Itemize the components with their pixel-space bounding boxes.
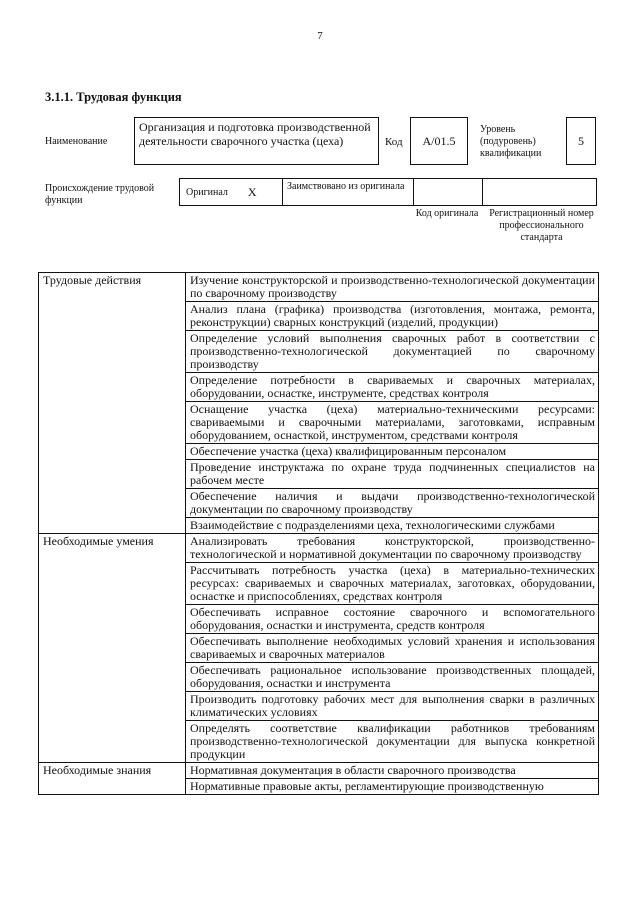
table-row xyxy=(39,763,599,779)
function-name-box: Организация и подготовка производственной деятельности сварочного участка (цеха) xyxy=(134,117,379,165)
function-code-box: А/01.5 xyxy=(410,117,468,165)
table-row xyxy=(39,273,599,302)
requirement-item: Обеспечивать рациональное использование производственных площадей, оборудования, оснастки и инструмента xyxy=(186,663,599,692)
requirement-item: Определять соответствие квалификации работников требованиям производственно-технологической документации для выпуска конкретной продукции xyxy=(186,721,599,763)
origin-reg-cell xyxy=(482,178,597,206)
requirement-item: Проведение инструктажа по охране труда подчиненных специалистов на рабочем месте xyxy=(186,460,599,489)
requirement-item: Обеспечивать исправное состояние сварочного и вспомогательного оборудования, оснастки и инструмента, средств контроля xyxy=(186,605,599,634)
requirement-item: Определение условий выполнения сварочных работ в соответствии с производственно-технологической документацией по сварочному производству xyxy=(186,331,599,373)
requirement-item: Нормативная документация в области сварочного производства xyxy=(186,763,599,779)
section-title: 3.1.1. Трудовая функция xyxy=(45,90,182,104)
section-header: Необходимые знания xyxy=(39,763,186,795)
section-header: Необходимые умения xyxy=(39,534,186,763)
original-mark: X xyxy=(247,184,257,199)
requirement-item: Анализ плана (графика) производства (изготовления, монтажа, ремонта, реконструкции) сварных конструкций (изделий, продукции) xyxy=(186,302,599,331)
code-label: Код xyxy=(385,136,403,148)
origin-code-cell xyxy=(413,178,483,206)
origin-original-cell xyxy=(179,178,283,206)
origin-row xyxy=(180,178,599,206)
page-number: 7 xyxy=(317,30,323,42)
origin-borrowed-cell: Заимствовано из оригинала xyxy=(282,178,414,206)
origin-label: Происхождение трудовой функции xyxy=(45,183,155,206)
name-label: Наименование xyxy=(45,136,108,147)
requirements-table xyxy=(38,272,599,795)
requirement-item: Оснащение участка (цеха) материально-техническими ресурсами: свариваемыми и сварочными материалами, заготовками, исправным оборудованием, оснасткой, инструментом, средствами контроля xyxy=(186,402,599,444)
table-row xyxy=(39,534,599,563)
requirement-item: Обеспечение участка (цеха) квалифицированным персоналом xyxy=(186,444,599,460)
requirement-item: Обеспечение наличия и выдачи производственно-технологической документации по сварочному производству xyxy=(186,489,599,518)
section-header: Трудовые действия xyxy=(39,273,186,534)
original-label: Оригинал xyxy=(186,186,228,198)
registration-number-caption: Регистрационный номер профессионального стандарта xyxy=(489,208,594,243)
requirement-item: Нормативные правовые акты, регламентирующие производственную xyxy=(186,779,599,795)
original-code-caption: Код оригинала xyxy=(415,208,479,219)
requirement-item: Взаимодействие с подразделениями цеха, технологическими службами xyxy=(186,518,599,534)
requirement-item: Определение потребности в свариваемых и сварочных материалах, оборудовании, оснастке, инструменте, средствах контроля xyxy=(186,373,599,402)
requirement-item: Производить подготовку рабочих мест для выполнения сварки в различных климатических условиях xyxy=(186,692,599,721)
requirement-item: Анализировать требования конструкторской, производственно-технологической и нормативной документации по сварочному производству xyxy=(186,534,599,563)
qualification-level-box: 5 xyxy=(566,117,596,165)
requirement-item: Рассчитывать потребность участка (цеха) в материально-технических ресурсах: свариваемых и сварочных материалах, заготовках, оборудовании, оснастке и приспособлениях, средствах контроля xyxy=(186,563,599,605)
requirement-item: Изучение конструкторской и производственно-технологической документации по сварочному производству xyxy=(186,273,599,302)
qualification-level-label: Уровень (подуровень) квалификации xyxy=(480,124,542,159)
requirement-item: Обеспечивать выполнение необходимых условий хранения и использования свариваемых и сварочных материалов xyxy=(186,634,599,663)
